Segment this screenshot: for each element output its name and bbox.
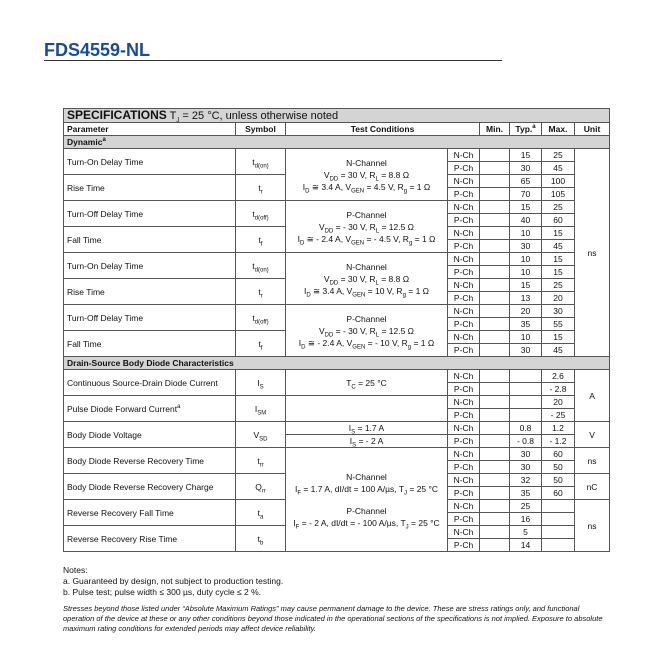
channel-cell: N-Ch [448, 396, 480, 409]
max-cell: - 25 [542, 409, 575, 422]
param-cell: Pulse Diode Forward Current$^a$ [64, 396, 236, 422]
channel-cell: N-Ch [448, 331, 480, 344]
min-cell [480, 422, 510, 435]
min-cell [480, 461, 510, 474]
max-cell [542, 539, 575, 552]
typ-cell: 10 [510, 253, 542, 266]
channel-cell: P-Ch [448, 344, 480, 357]
channel-cell: N-Ch [448, 149, 480, 162]
param-cell: Body Diode Voltage [64, 422, 236, 448]
header-unit: Unit [575, 123, 610, 136]
channel-cell: N-Ch [448, 253, 480, 266]
table-row [64, 305, 610, 318]
max-cell: 60 [542, 487, 575, 500]
symbol-cell: $t_{d(off)}$ [236, 201, 286, 227]
typ-cell: 10 [510, 331, 542, 344]
header-symbol: Symbol [236, 123, 286, 136]
typ-cell: 10 [510, 266, 542, 279]
channel-cell: N-Ch [448, 201, 480, 214]
unit-cell: nC [575, 474, 610, 500]
min-cell [480, 344, 510, 357]
channel-cell: P-Ch [448, 292, 480, 305]
table-row [64, 422, 610, 435]
typ-cell: 10 [510, 227, 542, 240]
channel-cell: N-Ch [448, 526, 480, 539]
table-row [64, 396, 610, 409]
max-cell [542, 513, 575, 526]
param-cell: Fall Time [64, 331, 236, 357]
channel-cell: P-Ch [448, 240, 480, 253]
param-cell: Turn-Off Delay Time [64, 201, 236, 227]
min-cell [480, 240, 510, 253]
max-cell: 50 [542, 461, 575, 474]
channel-cell: P-Ch [448, 214, 480, 227]
channel-cell: N-Ch [448, 370, 480, 383]
max-cell: 60 [542, 448, 575, 461]
symbol-cell: $t_f$ [236, 331, 286, 357]
table-row [64, 149, 610, 162]
param-cell: Turn-On Delay Time [64, 149, 236, 175]
symbol-cell: $t_b$ [236, 526, 286, 552]
typ-cell: 35 [510, 487, 542, 500]
max-cell: - 1.2 [542, 435, 575, 448]
title-underline [44, 60, 502, 61]
conditions-cell: P-Channel $V_{DD}$ = - 30 V, $R_L = 12.5$ Ω $I_D$ ≅ - 2.4 A, $V_{GEN}$ = - 4.5 V, $R_g = 1$ Ω [286, 201, 448, 253]
channel-cell: N-Ch [448, 500, 480, 513]
max-cell: 20 [542, 292, 575, 305]
header-conditions: Test Conditions [286, 123, 480, 136]
channel-cell: N-Ch [448, 448, 480, 461]
channel-cell: P-Ch [448, 513, 480, 526]
typ-cell: 32 [510, 474, 542, 487]
min-cell [480, 318, 510, 331]
table-row [64, 201, 610, 214]
note-b: b. Pulse test; pulse width ≤ 300 µs, duty cycle ≤ 2 %. [63, 587, 262, 597]
conditions-cell [286, 396, 448, 422]
param-cell: Fall Time [64, 227, 236, 253]
channel-cell: N-Ch [448, 305, 480, 318]
max-cell: 2.6 [542, 370, 575, 383]
max-cell: 25 [542, 201, 575, 214]
max-cell: 25 [542, 279, 575, 292]
channel-cell: P-Ch [448, 461, 480, 474]
conditions-cell: N-Channel $V_{DD} = 30$ V, $R_L = 8.8$ Ω $I_D$ ≅ 3.4 A, $V_{GEN} = 4.5$ V, $R_g = 1$ Ω [286, 149, 448, 201]
unit-cell: ns [575, 500, 610, 552]
min-cell [480, 305, 510, 318]
conditions-cell: $I_S$ = - 2 A [286, 435, 448, 448]
specifications-table [63, 108, 610, 552]
channel-cell: N-Ch [448, 474, 480, 487]
symbol-cell: $I_{SM}$ [236, 396, 286, 422]
typ-cell: 16 [510, 513, 542, 526]
disclaimer: Stresses beyond those listed under “Absolute Maximum Ratings” may cause permanent damage to the device. These are stress ratings only, and functional operation of the device at these or any other conditions beyond those indicated in the operational sections of the specifications is not implied. Exposure to absolute maximum rating conditions for extended periods may affect device reliability. [63, 604, 603, 633]
note-a: a. Guaranteed by design, not subject to production testing. [63, 576, 284, 586]
max-cell: 15 [542, 266, 575, 279]
min-cell [480, 279, 510, 292]
typ-cell: 65 [510, 175, 542, 188]
section-dynamic: Dynamic$^a$ [64, 136, 610, 149]
document-title: FDS4559-NL [44, 40, 151, 60]
typ-cell: 13 [510, 292, 542, 305]
typ-cell: 70 [510, 188, 542, 201]
typ-cell: 20 [510, 305, 542, 318]
symbol-cell: $t_r$ [236, 175, 286, 201]
typ-cell [510, 396, 542, 409]
max-cell: 30 [542, 305, 575, 318]
typ-cell [510, 409, 542, 422]
param-cell: Continuous Source-Drain Diode Current [64, 370, 236, 396]
min-cell [480, 435, 510, 448]
typ-cell: 5 [510, 526, 542, 539]
max-cell: 15 [542, 331, 575, 344]
typ-cell: 30 [510, 240, 542, 253]
max-cell [542, 500, 575, 513]
min-cell [480, 487, 510, 500]
param-cell: Turn-On Delay Time [64, 253, 236, 279]
min-cell [480, 370, 510, 383]
max-cell: 15 [542, 253, 575, 266]
typ-cell: 15 [510, 149, 542, 162]
typ-cell: 14 [510, 539, 542, 552]
typ-cell: 30 [510, 461, 542, 474]
symbol-cell: $t_{d(on)}$ [236, 253, 286, 279]
channel-cell: P-Ch [448, 383, 480, 396]
typ-cell: 15 [510, 201, 542, 214]
max-cell: 45 [542, 240, 575, 253]
typ-cell [510, 383, 542, 396]
max-cell: 105 [542, 188, 575, 201]
symbol-cell: $I_S$ [236, 370, 286, 396]
typ-cell: 30 [510, 448, 542, 461]
min-cell [480, 188, 510, 201]
header-row [64, 123, 610, 136]
notes [63, 565, 283, 598]
min-cell [480, 383, 510, 396]
table-row [64, 370, 610, 383]
symbol-cell: $t_r$ [236, 279, 286, 305]
channel-cell: P-Ch [448, 435, 480, 448]
symbol-cell: $t_a$ [236, 500, 286, 526]
min-cell [480, 526, 510, 539]
channel-cell: N-Ch [448, 279, 480, 292]
max-cell: 45 [542, 162, 575, 175]
channel-cell: P-Ch [448, 487, 480, 500]
header-min: Min. [480, 123, 510, 136]
param-cell: Body Diode Reverse Recovery Time [64, 448, 236, 474]
conditions-cell: N-Channel $V_{DD} = 30$ V, $R_L = 8.8$ Ω $I_D$ ≅ 3.4 A, $V_{GEN} = 10$ V, $R_g = 1$ Ω [286, 253, 448, 305]
typ-cell: 35 [510, 318, 542, 331]
max-cell: 55 [542, 318, 575, 331]
symbol-cell: $V_{SD}$ [236, 422, 286, 448]
typ-cell: 30 [510, 344, 542, 357]
max-cell: - 2.8 [542, 383, 575, 396]
symbol-cell: $t_f$ [236, 227, 286, 253]
unit-cell: ns [575, 448, 610, 474]
min-cell [480, 500, 510, 513]
min-cell [480, 175, 510, 188]
notes-heading: Notes: [63, 565, 88, 575]
min-cell [480, 448, 510, 461]
max-cell: 100 [542, 175, 575, 188]
typ-cell [510, 370, 542, 383]
typ-cell: - 0.8 [510, 435, 542, 448]
typ-cell: 15 [510, 279, 542, 292]
symbol-cell: $t_{d(on)}$ [236, 149, 286, 175]
channel-cell: P-Ch [448, 409, 480, 422]
min-cell [480, 409, 510, 422]
typ-cell: 0.8 [510, 422, 542, 435]
min-cell [480, 227, 510, 240]
conditions-cell: $T_C = 25$ °C [286, 370, 448, 396]
conditions-cell: $I_S = 1.7$ A [286, 422, 448, 435]
min-cell [480, 513, 510, 526]
unit-cell: A [575, 370, 610, 422]
param-cell: Reverse Recovery Rise Time [64, 526, 236, 552]
typ-cell: 40 [510, 214, 542, 227]
max-cell: 15 [542, 227, 575, 240]
channel-cell: P-Ch [448, 266, 480, 279]
min-cell [480, 396, 510, 409]
conditions-cell: P-Channel $V_{DD}$ = - 30 V, $R_L = 12.5$ Ω $I_D$ ≅ - 2.4 A, $V_{GEN}$ = - 10 V, $R_g = 1$ Ω [286, 305, 448, 357]
typ-cell: 30 [510, 162, 542, 175]
channel-cell: N-Ch [448, 175, 480, 188]
channel-cell: P-Ch [448, 162, 480, 175]
max-cell: 45 [542, 344, 575, 357]
max-cell: 20 [542, 396, 575, 409]
min-cell [480, 162, 510, 175]
min-cell [480, 253, 510, 266]
header-typ: Typ.$^a$ [510, 123, 542, 136]
min-cell [480, 331, 510, 344]
table-row [64, 253, 610, 266]
channel-cell: P-Ch [448, 539, 480, 552]
min-cell [480, 266, 510, 279]
symbol-cell: $t_{rr}$ [236, 448, 286, 474]
min-cell [480, 214, 510, 227]
max-cell [542, 526, 575, 539]
param-cell: Rise Time [64, 175, 236, 201]
min-cell [480, 149, 510, 162]
min-cell [480, 539, 510, 552]
spec-title: SPECIFICATIONS $T_J = 25$ °C, unless otherwise noted [64, 109, 610, 123]
table-row [64, 448, 610, 461]
channel-cell: P-Ch [448, 188, 480, 201]
min-cell [480, 201, 510, 214]
symbol-cell: $t_{d(off)}$ [236, 305, 286, 331]
header-max: Max. [542, 123, 575, 136]
conditions-cell: N-Channel $I_F = 1.7$ A, dI/dt = 100 A/µs, $T_J = 25$ °C P-Channel $I_F$ = - 2 A, dI/dt = - 100 A/µs, $T_J = 25$ °C [286, 448, 448, 552]
param-cell: Rise Time [64, 279, 236, 305]
min-cell [480, 292, 510, 305]
symbol-cell: $Q_{rr}$ [236, 474, 286, 500]
unit-cell: ns [575, 149, 610, 357]
spec-title-row [64, 109, 610, 123]
param-cell: Body Diode Reverse Recovery Charge [64, 474, 236, 500]
min-cell [480, 474, 510, 487]
channel-cell: N-Ch [448, 422, 480, 435]
param-cell: Turn-Off Delay Time [64, 305, 236, 331]
section-row-diode [64, 357, 610, 370]
max-cell: 50 [542, 474, 575, 487]
section-row-dynamic [64, 136, 610, 149]
channel-cell: P-Ch [448, 318, 480, 331]
max-cell: 1.2 [542, 422, 575, 435]
param-cell: Reverse Recovery Fall Time [64, 500, 236, 526]
section-diode: Drain-Source Body Diode Characteristics [64, 357, 610, 370]
max-cell: 60 [542, 214, 575, 227]
unit-cell: V [575, 422, 610, 448]
header-parameter: Parameter [64, 123, 236, 136]
max-cell: 25 [542, 149, 575, 162]
typ-cell: 25 [510, 500, 542, 513]
channel-cell: N-Ch [448, 227, 480, 240]
